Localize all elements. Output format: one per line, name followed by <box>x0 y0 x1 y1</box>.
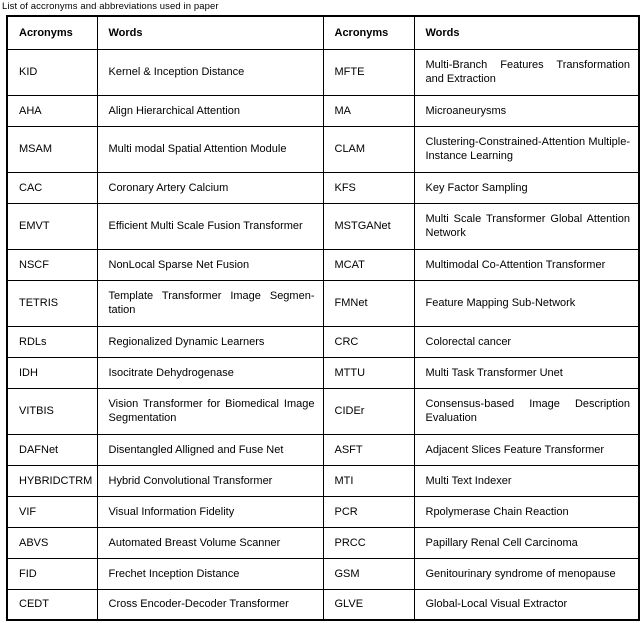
words-cell: Multi-Branch Features Transformation and Extraction <box>414 49 639 95</box>
acronym-cell: IDH <box>7 357 97 388</box>
acronym-cell: MTTU <box>323 357 414 388</box>
acronym-cell: HYBRIDCTRM <box>7 465 97 496</box>
table-row <box>7 434 639 465</box>
acronym-cell: PRCC <box>323 527 414 558</box>
acronym-cell: MTI <box>323 465 414 496</box>
table-row <box>7 357 639 388</box>
acronym-cell: VITBIS <box>7 388 97 434</box>
header-acronyms-right: Acronyms <box>323 16 414 49</box>
acronym-cell: GLVE <box>323 589 414 620</box>
acronym-cell: RDLs <box>7 326 97 357</box>
table-row <box>7 326 639 357</box>
words-cell: Hybrid Convolutional Transformer <box>97 465 323 496</box>
table-row <box>7 527 639 558</box>
table-row <box>7 95 639 126</box>
words-cell: Align Hierarchical Attention <box>97 95 323 126</box>
words-cell: Multi Task Transformer Unet <box>414 357 639 388</box>
words-cell: Colorectal cancer <box>414 326 639 357</box>
acronym-cell: KFS <box>323 172 414 203</box>
acronym-cell: MSTGANet <box>323 203 414 249</box>
acronym-cell: EMVT <box>7 203 97 249</box>
acronym-cell: MFTE <box>323 49 414 95</box>
acronym-cell: MSAM <box>7 126 97 172</box>
acronym-cell: CLAM <box>323 126 414 172</box>
acronyms-table <box>6 15 640 621</box>
table-row <box>7 496 639 527</box>
table-row <box>7 589 639 620</box>
table-row <box>7 558 639 589</box>
acronym-cell: GSM <box>323 558 414 589</box>
words-cell: NonLocal Sparse Net Fusion <box>97 249 323 280</box>
words-cell: Multi Scale Transformer Global Attention Network <box>414 203 639 249</box>
acronym-cell: CEDT <box>7 589 97 620</box>
acronym-cell: KID <box>7 49 97 95</box>
acronym-cell: CAC <box>7 172 97 203</box>
acronym-cell: ASFT <box>323 434 414 465</box>
words-cell: Clustering-Constrained-Attention Multiple-Instance Learning <box>414 126 639 172</box>
words-cell: Automated Breast Volume Scanner <box>97 527 323 558</box>
table-header-row <box>7 16 639 49</box>
words-cell: Vision Transformer for Biomedical Image Segmentation <box>97 388 323 434</box>
words-cell: Multi Text Indexer <box>414 465 639 496</box>
acronym-cell: TETRIS <box>7 280 97 326</box>
words-cell: Global-Local Visual Extractor <box>414 589 639 620</box>
words-cell: Genitourinary syndrome of menopause <box>414 558 639 589</box>
table-row <box>7 280 639 326</box>
acronym-cell: CIDEr <box>323 388 414 434</box>
acronym-cell: VIF <box>7 496 97 527</box>
header-acronyms-left: Acronyms <box>7 16 97 49</box>
words-cell: Coronary Artery Calcium <box>97 172 323 203</box>
acronym-cell: CRC <box>323 326 414 357</box>
header-words-right: Words <box>414 16 639 49</box>
acronym-cell: DAFNet <box>7 434 97 465</box>
words-cell: Cross Encoder-Decoder Transformer <box>97 589 323 620</box>
table-row <box>7 249 639 280</box>
table-row <box>7 203 639 249</box>
words-cell: Adjacent Slices Feature Transformer <box>414 434 639 465</box>
header-words-left: Words <box>97 16 323 49</box>
acronym-cell: FMNet <box>323 280 414 326</box>
table-row <box>7 388 639 434</box>
words-cell: Disentangled Alligned and Fuse Net <box>97 434 323 465</box>
words-cell: Papillary Renal Cell Carcinoma <box>414 527 639 558</box>
words-cell: Isocitrate Dehydrogenase <box>97 357 323 388</box>
acronym-cell: NSCF <box>7 249 97 280</box>
table-row <box>7 465 639 496</box>
acronym-cell: MA <box>323 95 414 126</box>
words-cell: Kernel & Inception Distance <box>97 49 323 95</box>
words-cell: Multi modal Spatial Attention Module <box>97 126 323 172</box>
acronym-cell: PCR <box>323 496 414 527</box>
words-cell: Efficient Multi Scale Fusion Transformer <box>97 203 323 249</box>
acronym-cell: MCAT <box>323 249 414 280</box>
table-row <box>7 49 639 95</box>
table-row <box>7 126 639 172</box>
words-cell: Rpolymerase Chain Reaction <box>414 496 639 527</box>
words-cell: Visual Information Fidelity <box>97 496 323 527</box>
words-cell: Regionalized Dynamic Learners <box>97 326 323 357</box>
table-row <box>7 172 639 203</box>
page-title: List of accronyms and abbreviations used in paper <box>2 1 219 12</box>
words-cell: Key Factor Sampling <box>414 172 639 203</box>
acronym-cell: ABVS <box>7 527 97 558</box>
words-cell: Feature Mapping Sub-Network <box>414 280 639 326</box>
words-cell: Template Transformer Image Segmentation <box>97 280 323 326</box>
acronym-cell: AHA <box>7 95 97 126</box>
words-cell: Consensus-based Image Description Evaluation <box>414 388 639 434</box>
words-cell: Multimodal Co-Attention Transformer <box>414 249 639 280</box>
words-cell: Microaneurysms <box>414 95 639 126</box>
acronym-cell: FID <box>7 558 97 589</box>
words-cell: Frechet Inception Distance <box>97 558 323 589</box>
